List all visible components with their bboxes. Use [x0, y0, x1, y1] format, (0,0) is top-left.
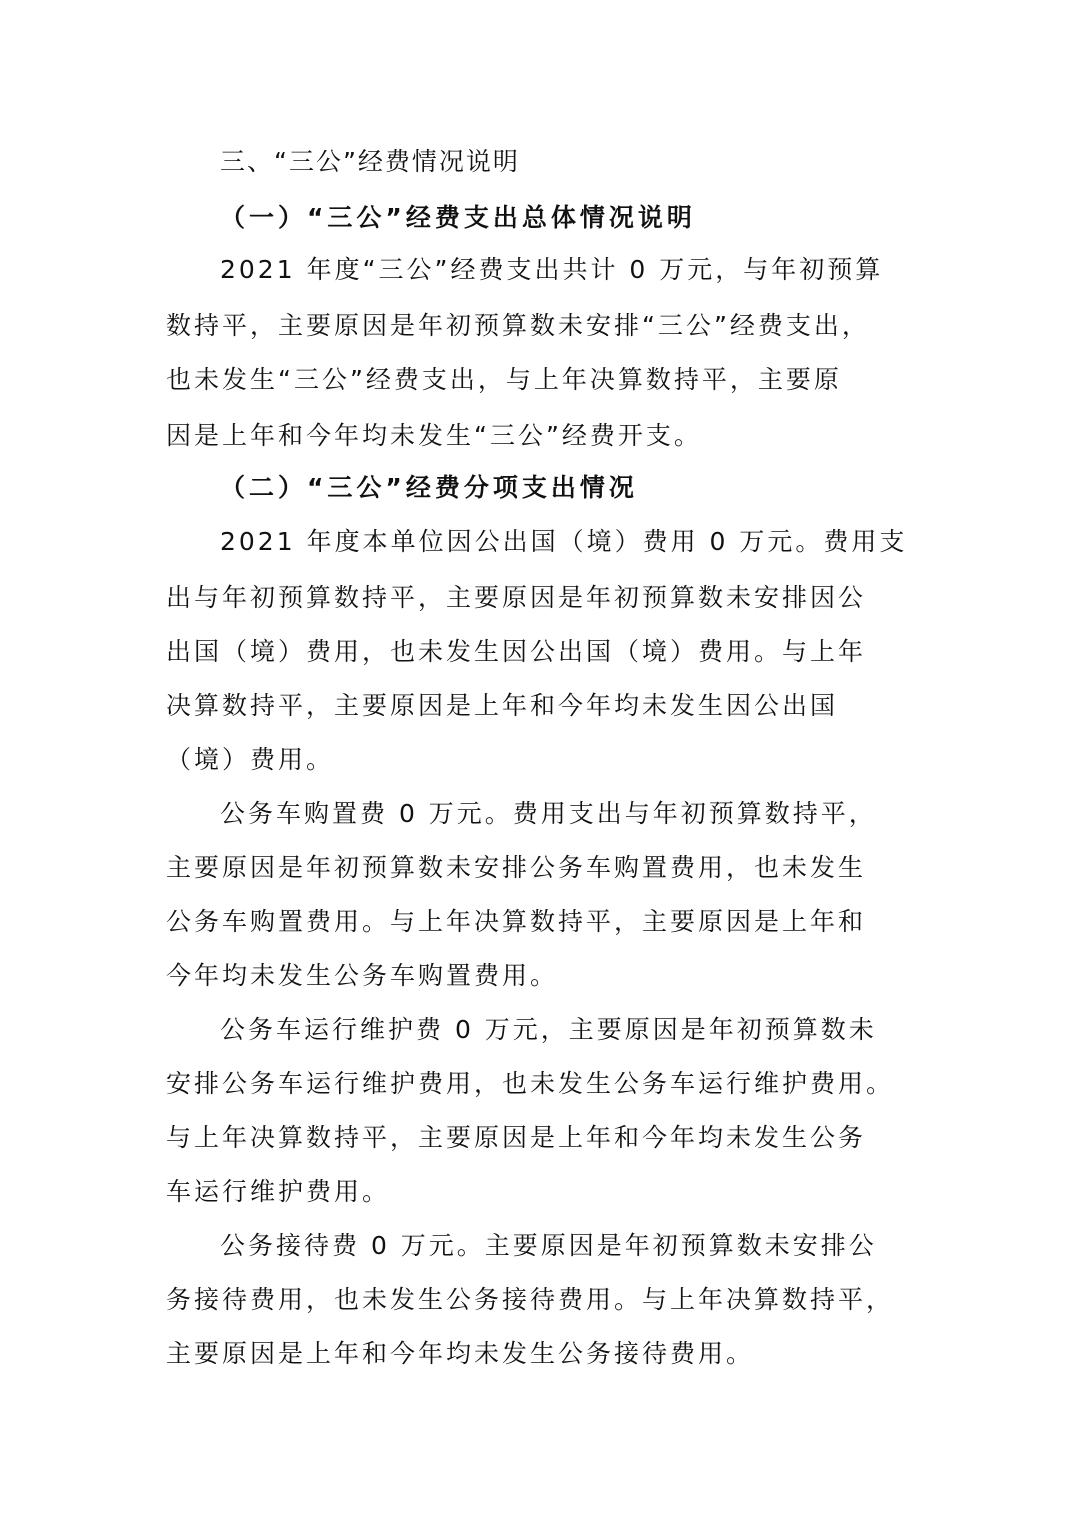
paragraph-line: 出国（境）费用，也未发生因公出国（境）费用。与上年 [166, 637, 867, 666]
paragraph-line: 与上年决算数持平，主要原因是上年和今年均未发生公务 [166, 1123, 867, 1152]
paragraph-line: 安排公务车运行维护费用，也未发生公务车运行维护费用。 [166, 1069, 895, 1098]
paragraph-line: 主要原因是上年和今年均未发生公务接待费用。 [166, 1339, 755, 1368]
subsection-title-itemized: （二）“三公”经费分项支出情况 [220, 473, 638, 502]
paragraph-line: 2021 年度“三公”经费支出共计 0 万元，与年初预算 [220, 255, 884, 284]
paragraph-line: 公务接待费 0 万元。主要原因是年初预算数未安排公 [220, 1231, 877, 1260]
paragraph-line: （境）费用。 [166, 745, 335, 774]
paragraph-line: 2021 年度本单位因公出国（境）费用 0 万元。费用支 [220, 527, 908, 556]
subsection-title-overall: （一）“三公”经费支出总体情况说明 [220, 203, 696, 232]
paragraph-line: 公务车购置费用。与上年决算数持平，主要原因是上年和 [166, 907, 867, 936]
paragraph-line: 主要原因是年初预算数未安排公务车购置费用，也未发生 [166, 853, 867, 882]
paragraph-line: 今年均未发生公务车购置费用。 [166, 961, 559, 990]
paragraph-line: 出与年初预算数持平，主要原因是年初预算数未安排因公 [166, 583, 867, 612]
paragraph-line: 因是上年和今年均未发生“三公”经费开支。 [166, 421, 702, 450]
paragraph-line: 务接待费用，也未发生公务接待费用。与上年决算数持平， [166, 1285, 895, 1314]
paragraph-line: 车运行维护费用。 [166, 1177, 391, 1206]
section-heading: 三、“三公”经费情况说明 [220, 147, 520, 176]
paragraph-line: 公务车运行维护费 0 万元，主要原因是年初预算数未 [220, 1015, 877, 1044]
paragraph-line: 也未发生“三公”经费支出，与上年决算数持平，主要原 [166, 365, 842, 394]
paragraph-line: 公务车购置费 0 万元。费用支出与年初预算数持平， [220, 799, 877, 828]
paragraph-line: 数持平，主要原因是年初预算数未安排“三公”经费支出， [166, 311, 870, 340]
paragraph-line: 决算数持平，主要原因是上年和今年均未发生因公出国 [166, 691, 839, 720]
